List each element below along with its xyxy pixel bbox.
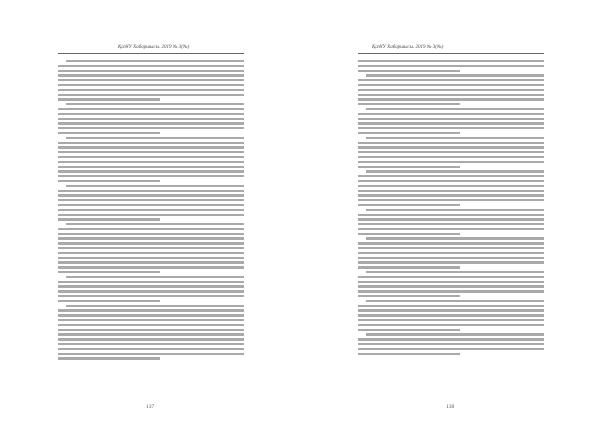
text-line [358, 142, 544, 144]
text-line [358, 103, 460, 105]
text-line [358, 324, 544, 326]
text-line [58, 290, 244, 292]
text-line [366, 170, 544, 172]
text-line [58, 348, 244, 350]
text-line [58, 314, 244, 316]
text-line [358, 319, 544, 321]
text-line [58, 146, 244, 148]
left-page-number: 137 [146, 404, 155, 410]
text-line [358, 353, 460, 355]
text-line [58, 338, 244, 340]
text-line [358, 146, 544, 148]
text-line [58, 233, 244, 235]
text-line [358, 60, 544, 62]
text-line [366, 333, 544, 335]
text-line [358, 113, 544, 115]
text-line [58, 161, 244, 163]
text-line [358, 276, 544, 278]
text-line [358, 194, 544, 196]
text-line [358, 127, 544, 129]
text-line [358, 190, 544, 192]
text-line [58, 94, 244, 96]
text-line [66, 185, 244, 187]
text-line [358, 65, 544, 67]
text-line [358, 338, 544, 340]
text-line [366, 74, 544, 76]
text-line [358, 252, 544, 254]
text-line [58, 98, 160, 100]
left-header-rule [58, 53, 244, 54]
text-line [66, 103, 244, 105]
text-line [58, 84, 244, 86]
text-line [58, 108, 244, 110]
text-line [58, 295, 244, 297]
text-line [58, 199, 244, 201]
left-body-text [58, 60, 244, 362]
text-line [358, 242, 544, 244]
text-line [358, 266, 460, 268]
text-line [366, 300, 544, 302]
text-line [358, 305, 544, 307]
text-line [58, 261, 244, 263]
text-line [358, 343, 544, 345]
text-line [358, 261, 544, 263]
text-line [358, 314, 544, 316]
text-line [58, 333, 244, 335]
text-line [358, 89, 544, 91]
text-line [358, 161, 544, 163]
text-line [358, 180, 544, 182]
text-line [358, 218, 544, 220]
text-line [58, 175, 244, 177]
text-line [358, 166, 460, 168]
text-line [58, 281, 244, 283]
text-line [358, 185, 544, 187]
text-line [58, 214, 244, 216]
text-line [58, 209, 244, 211]
text-line [58, 156, 244, 158]
right-running-header: ҚазҰУ Хабаршысы. 2019 № 3(№) [372, 45, 444, 50]
text-line [358, 122, 544, 124]
text-line [58, 127, 244, 129]
text-line [366, 271, 544, 273]
text-line [58, 257, 244, 259]
text-line [66, 276, 244, 278]
text-line [58, 324, 244, 326]
text-line [358, 151, 544, 153]
text-line [58, 166, 244, 168]
right-page-number: 138 [446, 404, 455, 410]
text-line [66, 223, 244, 225]
text-line [358, 295, 460, 297]
text-line [358, 204, 460, 206]
text-line [58, 151, 244, 153]
text-line [58, 132, 160, 134]
text-line [358, 79, 544, 81]
text-line [58, 170, 244, 172]
text-line [58, 266, 244, 268]
text-line [58, 285, 244, 287]
text-line [58, 218, 160, 220]
text-line [58, 300, 160, 302]
text-line [58, 242, 244, 244]
text-line [58, 180, 160, 182]
text-line [58, 89, 244, 91]
text-line [358, 118, 544, 120]
text-line [58, 228, 244, 230]
text-line [58, 194, 244, 196]
text-line [358, 329, 460, 331]
text-line [58, 74, 244, 76]
text-line [66, 137, 244, 139]
text-line [366, 237, 544, 239]
text-line [358, 257, 544, 259]
text-line [358, 214, 544, 216]
text-line [358, 233, 460, 235]
right-header-rule [358, 53, 544, 54]
text-line [66, 305, 244, 307]
text-line [58, 247, 244, 249]
text-line [358, 175, 544, 177]
text-line [58, 237, 244, 239]
text-line [358, 223, 544, 225]
text-line [358, 228, 544, 230]
text-line [58, 204, 244, 206]
text-line [358, 98, 544, 100]
text-line [58, 329, 244, 331]
text-line [358, 199, 544, 201]
text-line [358, 281, 544, 283]
text-line [58, 65, 244, 67]
text-line [58, 118, 244, 120]
text-line [58, 142, 244, 144]
text-line [366, 209, 544, 211]
text-line [58, 70, 244, 72]
text-line [58, 319, 244, 321]
text-line [58, 252, 244, 254]
text-line [358, 94, 544, 96]
text-line [58, 309, 244, 311]
text-line [358, 309, 544, 311]
text-line [58, 79, 244, 81]
text-line [58, 343, 244, 345]
text-line [358, 348, 544, 350]
text-line [358, 70, 460, 72]
text-line [58, 357, 160, 359]
text-line [358, 285, 544, 287]
right-page [300, 0, 600, 424]
text-line [58, 190, 244, 192]
right-body-text [358, 60, 544, 357]
text-line [58, 271, 160, 273]
text-line [58, 122, 244, 124]
text-line [58, 353, 244, 355]
text-line [358, 84, 544, 86]
text-line [358, 290, 544, 292]
text-line [66, 60, 244, 62]
text-line [366, 108, 544, 110]
text-line [358, 132, 460, 134]
text-line [358, 247, 544, 249]
left-running-header: ҚазҰУ Хабаршысы. 2019 № 3(№) [118, 45, 190, 50]
text-line [366, 137, 544, 139]
text-line [358, 156, 544, 158]
text-line [58, 113, 244, 115]
